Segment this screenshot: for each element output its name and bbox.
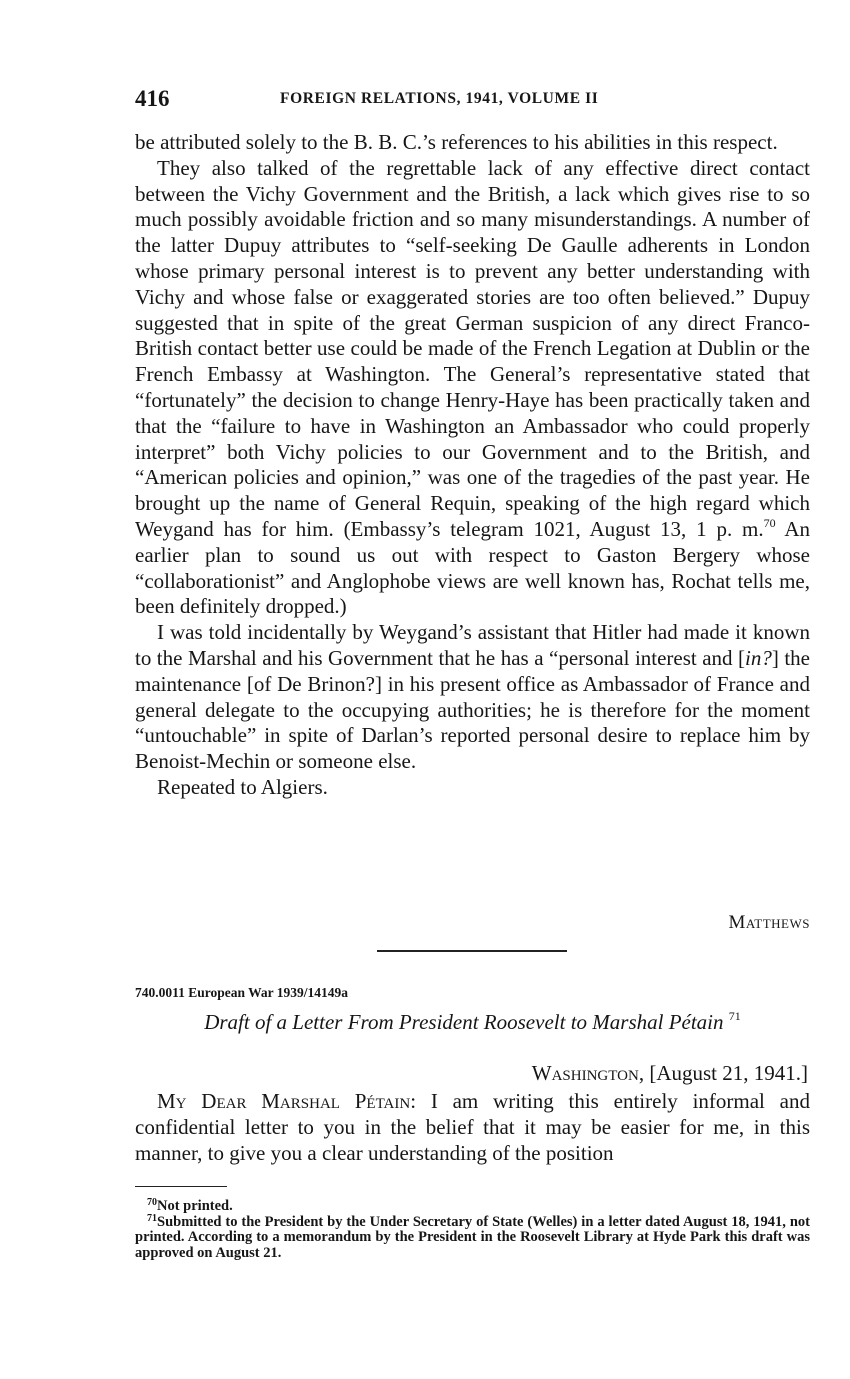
section-divider [377, 950, 567, 952]
paragraph-hitler-text-b: ] the maintenance [of De Brinon?] in his present office as Ambassador of France and general delegate to the occupying authorities; he is therefore for the moment “untouchable” in spite of Darlan’s reported personal desire to replace him by Benoist-Mechin or someone else. [135, 645, 811, 774]
paragraph-hitler-text-a: I was told incidentally by Weygand’s assistant that Hitler had made it known to the Marshal and his Government that he has a “personal interest and [ [135, 620, 810, 670]
footnotes [135, 1199, 810, 1261]
paragraph-hitler [135, 620, 810, 775]
footnote-text: Submitted to the President by the Under Secretary of State (Welles) in a letter dated August 18, 1941, not printed. According to a memorandum by the President in the Roosevelt Library at Hyde Park this draft was approved on August 21. [135, 1213, 810, 1261]
paragraph-continued: be attributed solely to the B. B. C.’s references to his abilities in this respect. [135, 130, 778, 154]
footnote-rule [135, 1186, 227, 1187]
paragraph-contact [135, 156, 810, 620]
file-number: 740.0011 European War 1939/14149a [135, 985, 349, 1000]
signature: Matthews [728, 912, 810, 933]
footnote-71 [135, 1212, 810, 1262]
footnote-70 [135, 1199, 810, 1215]
paragraph-contact-text-b: An earlier plan to sound us out with respect to Gaston Bergery whose “collaborationist” and Anglophobe views are well known has, Rochat tells me, been definitely dropped.) [135, 516, 810, 619]
letter-text: I am writing this entirely informal and confidential letter to you in the belief that it may be easier for me, in this manner, to give you a clear understanding of the position [135, 1089, 810, 1165]
page-header [135, 86, 810, 116]
footnote-ref-70: 70 [763, 515, 776, 530]
running-title: FOREIGN RELATIONS, 1941, VOLUME II [280, 90, 599, 107]
dateline [532, 1061, 808, 1086]
letter-body [135, 1089, 810, 1166]
footnote-text: Not printed. [157, 1198, 233, 1214]
paragraph-repeated: Repeated to Algiers. [157, 774, 328, 799]
dateline-date: [August 21, 1941.] [649, 1061, 808, 1085]
document-title-text: Draft of a Letter From President Roosevelt to Marshal Pétain [204, 1010, 724, 1034]
editorial-insertion: in? [745, 645, 772, 670]
footnote-mark: 71 [147, 1212, 157, 1224]
footnote-ref-71: 71 [728, 1009, 741, 1023]
telegram-body [135, 130, 810, 801]
salutation: My Dear Marshal Pétain: [157, 1089, 417, 1113]
dateline-place: Washington, [531, 1061, 645, 1085]
page-number: 416 [135, 86, 170, 111]
paragraph-contact-text-a: They also talked of the regrettable lack of any effective direct contact between the Vichy Government and the British, a lack which gives rise to so much possibly avoidable friction and so many misunderstandings. A number of the latter Dupuy attributes to “self-seeking De Gaulle adherents in London whose primary personal interest is to prevent any better understanding with Vichy and whose false or exaggerated stories are too often believed.” Dupuy suggested that in spite of the great German suspicion of any direct Franco-British contact better use could be made of the French Legation at Dublin or the French Embassy at Washington. The General’s representative stated that “fortunately” the decision to change Henry-Haye has been practically taken and that the “failure to have in Washington an Ambassador who could properly interpret” both Vichy policies to our Government and to the British, and “American policies and opinion,” was one of the tragedies of the past year. He brought up the name of General Requin, speaking of the high regard which Weygand has for him. (Embassy’s telegram 1021, August 13, 1 p. m. [135, 155, 810, 541]
letter-paragraph [135, 1089, 810, 1166]
document-title [135, 1010, 810, 1035]
footnote-mark: 70 [147, 1197, 157, 1208]
